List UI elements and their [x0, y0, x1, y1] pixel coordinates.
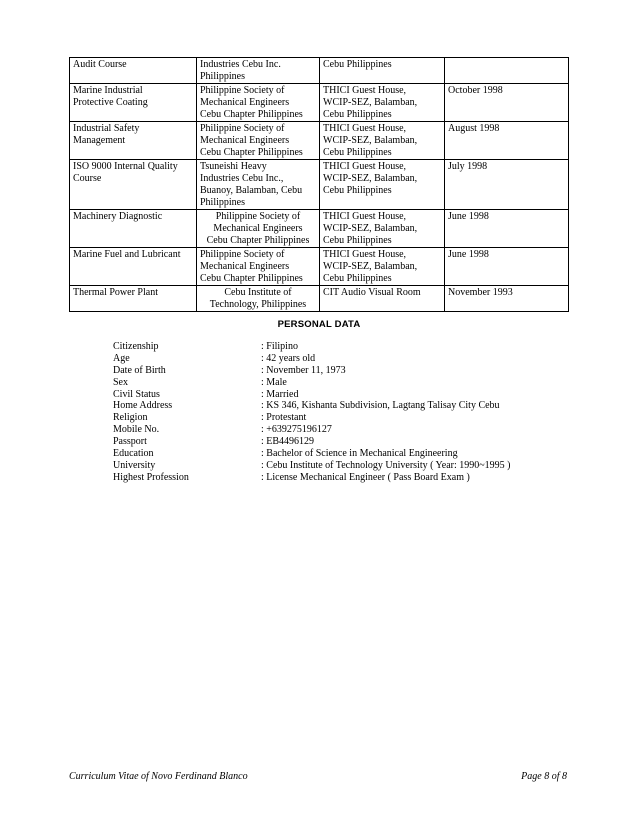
cell-text-line: Cebu Chapter Philippines [200, 147, 303, 158]
personal-data-heading: PERSONAL DATA [277, 319, 361, 330]
venue-cell [320, 248, 445, 286]
cell-text-line: Audit Course [73, 59, 127, 70]
table-row [70, 286, 569, 312]
table-row [70, 210, 569, 248]
cell-text-line: Course [73, 173, 102, 184]
cell-text-line: Cebu Chapter Philippines [200, 273, 303, 284]
cell-text-line: Industries Cebu Inc., [200, 173, 284, 184]
cell-text-line: WCIP-SEZ, Balamban, [323, 173, 418, 184]
table-row [70, 84, 569, 122]
cell-text-line: WCIP-SEZ, Balamban, [323, 135, 418, 146]
personal-data-label: Civil Status [113, 388, 160, 400]
cell-text-line: Cebu Philippines [323, 185, 392, 196]
list-item [113, 365, 593, 377]
training-table-body [70, 58, 569, 312]
cell-text-line: Marine Industrial [73, 85, 143, 96]
list-item [113, 353, 593, 365]
cell-text-line: THICI Guest House, [323, 249, 407, 260]
list-item [113, 472, 593, 484]
course-cell [70, 84, 197, 122]
personal-data-label: Sex [113, 376, 128, 388]
provider-cell [197, 122, 320, 160]
cell-text-line: THICI Guest House, [323, 211, 407, 222]
personal-data-label: Passport [113, 436, 147, 448]
personal-data-label: Home Address [113, 400, 173, 412]
cell-text-line: Marine Fuel and Lubricant [73, 249, 181, 260]
cell-text-line: THICI Guest House, [323, 161, 407, 172]
cell-text-line: July 1998 [448, 161, 488, 172]
table-row [70, 58, 569, 84]
cell-text-line: Philippine Society of [200, 123, 285, 134]
venue-cell [320, 210, 445, 248]
personal-data-value: : Bachelor of Science in Mechanical Engineering [261, 448, 458, 460]
venue-cell [320, 84, 445, 122]
list-item [113, 436, 593, 448]
course-cell [70, 286, 197, 312]
personal-data-value: : License Mechanical Engineer ( Pass Board Exam ) [261, 471, 470, 483]
cell-text-line: Cebu Philippines [323, 147, 392, 158]
personal-data-list [113, 341, 593, 484]
personal-data-value: : Male [261, 376, 287, 388]
cell-text-line: Cebu Philippines [323, 109, 392, 120]
cell-text-line: Mechanical Engineers [200, 261, 290, 272]
list-item [113, 341, 593, 353]
list-item [113, 400, 593, 412]
cell-text-line: Mechanical Engineers [200, 135, 290, 146]
list-item [113, 412, 593, 424]
cell-text-line: Philippine Society of [215, 211, 301, 222]
cell-text-line: Philippines [200, 197, 246, 208]
course-cell [70, 160, 197, 210]
course-cell [70, 122, 197, 160]
date-cell [445, 122, 569, 160]
personal-data-label: University [113, 459, 156, 471]
cell-text-line: Philippine Society of [200, 249, 285, 260]
cell-text-line: CIT Audio Visual Room [323, 287, 421, 298]
cell-text-line: Cebu Chapter Philippines [200, 109, 303, 120]
provider-cell [197, 210, 320, 248]
personal-data-value: : 42 years old [261, 352, 316, 364]
course-cell [70, 58, 197, 84]
cell-text-line: June 1998 [448, 249, 489, 260]
table-row [70, 248, 569, 286]
list-item [113, 460, 593, 472]
cell-text-line: Buanoy, Balamban, Cebu [200, 185, 303, 196]
personal-data-value: : Cebu Institute of Technology University ( Year: 1990~1995 ) [261, 459, 511, 471]
cell-text-line: Industrial Safety [73, 123, 140, 134]
date-cell [445, 210, 569, 248]
list-item [113, 424, 593, 436]
cell-text-line: Industries Cebu Inc. [200, 59, 281, 70]
provider-cell [197, 248, 320, 286]
venue-cell [320, 160, 445, 210]
personal-data-value: : November 11, 1973 [261, 364, 346, 376]
personal-data-label: Citizenship [113, 341, 159, 352]
cell-text-line: Mechanical Engineers [200, 97, 290, 108]
date-cell [445, 58, 569, 84]
course-cell [70, 210, 197, 248]
cell-text-line: Philippines [200, 71, 246, 82]
venue-cell [320, 286, 445, 312]
cell-text-line: Cebu Institute of [224, 287, 292, 298]
date-cell [445, 84, 569, 122]
personal-data-label: Date of Birth [113, 364, 166, 376]
personal-data-value: : +639275196127 [261, 424, 332, 436]
cell-text-line: June 1998 [448, 211, 489, 222]
date-cell [445, 286, 569, 312]
provider-cell [197, 286, 320, 312]
cell-text-line: WCIP-SEZ, Balamban, [323, 261, 418, 272]
footer-page-number: Page 8 of 8 [521, 771, 567, 782]
table-row [70, 160, 569, 210]
training-table [69, 57, 569, 312]
cell-text-line: Philippine Society of [200, 85, 285, 96]
provider-cell [197, 160, 320, 210]
cell-text-line: Cebu Philippines [323, 59, 392, 70]
personal-data-label: Religion [113, 412, 148, 424]
list-item [113, 389, 593, 401]
cell-text-line: October 1998 [448, 85, 503, 96]
cell-text-line: Protective Coating [73, 97, 148, 108]
venue-cell [320, 122, 445, 160]
provider-cell [197, 84, 320, 122]
table-row [70, 122, 569, 160]
cell-text-line: Mechanical Engineers [213, 223, 303, 234]
cell-text-line: Machinery Diagnostic [73, 211, 163, 222]
date-cell [445, 248, 569, 286]
personal-data-value: : Protestant [261, 412, 307, 424]
personal-data-value: : KS 346, Kishanta Subdivision, Lagtang Talisay City Cebu [261, 400, 500, 412]
cell-text-line: Tsuneishi Heavy [200, 161, 267, 172]
cell-text-line: THICI Guest House, [323, 123, 407, 134]
provider-cell [197, 58, 320, 84]
cell-text-line: November 1993 [448, 287, 513, 298]
cell-text-line: Cebu Philippines [323, 273, 392, 284]
cell-text-line: Management [73, 135, 126, 146]
personal-data-label: Education [113, 448, 154, 460]
course-cell [70, 248, 197, 286]
venue-cell [320, 58, 445, 84]
cell-text-line: WCIP-SEZ, Balamban, [323, 223, 418, 234]
cell-text-line: Cebu Chapter Philippines [206, 235, 310, 246]
personal-data-value: : EB4496129 [261, 436, 315, 448]
cell-text-line: Technology, Philippines [209, 299, 307, 310]
personal-data-value: : Filipino [261, 341, 298, 352]
cell-text-line: Cebu Philippines [323, 235, 392, 246]
personal-data-value: : Married [261, 388, 299, 400]
date-cell [445, 160, 569, 210]
cell-text-line: WCIP-SEZ, Balamban, [323, 97, 418, 108]
cell-text-line: August 1998 [448, 123, 500, 134]
personal-data-label: Mobile No. [113, 424, 160, 436]
list-item [113, 377, 593, 389]
cell-text-line: Thermal Power Plant [73, 287, 158, 298]
personal-data-label: Highest Profession [113, 471, 189, 483]
cell-text-line: ISO 9000 Internal Quality [73, 161, 178, 172]
footer-document-title: Curriculum Vitae of Novo Ferdinand Blanco [69, 771, 248, 782]
personal-data-label: Age [113, 352, 130, 364]
list-item [113, 448, 593, 460]
cell-text-line: THICI Guest House, [323, 85, 407, 96]
